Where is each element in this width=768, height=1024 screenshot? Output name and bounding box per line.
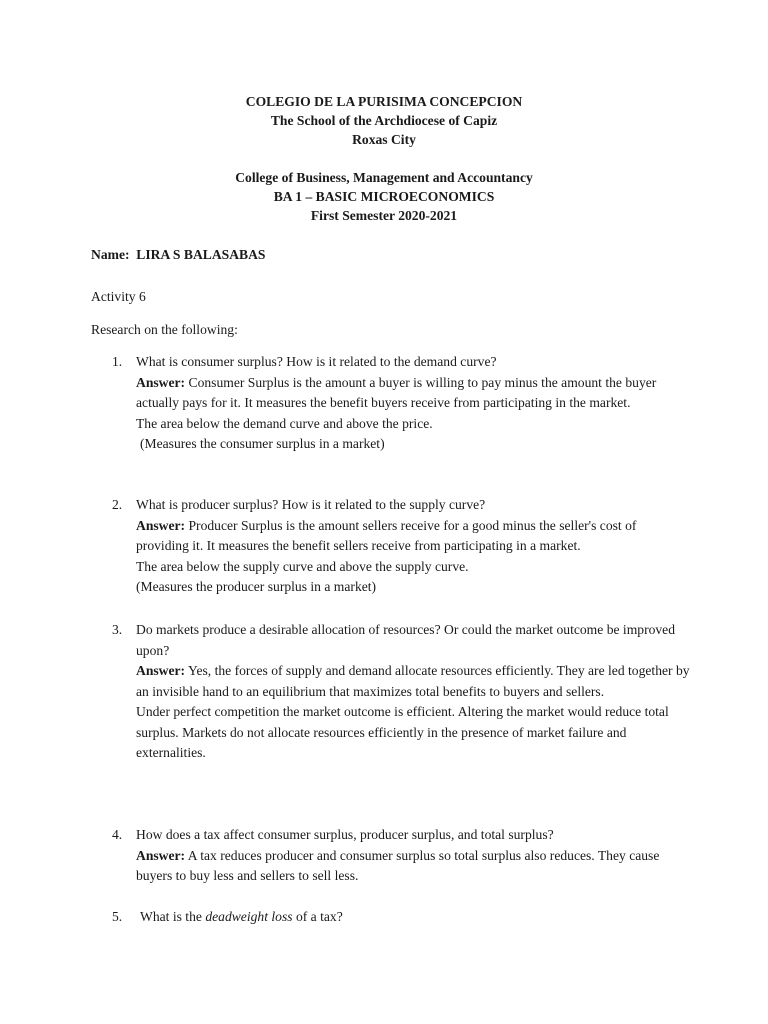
question-item — [112, 620, 692, 764]
answer-extra: (Measures the consumer surplus in a market) — [140, 436, 385, 451]
question-number: 2. — [112, 497, 123, 512]
question-item — [112, 495, 692, 598]
question-item — [112, 907, 692, 928]
answer-text: Producer Surplus is the amount sellers receive for a good minus the seller's cost of providing it. It measures the benefit sellers receive from participating in a market. — [136, 517, 637, 553]
question-text: How does a tax affect consumer surplus, producer surplus, and total surplus? — [136, 827, 554, 842]
question-text: Do markets produce a desirable allocation of resources? Or could the market outcome be improved upon? — [136, 622, 676, 658]
question-item — [112, 352, 692, 455]
answer-block — [136, 373, 692, 414]
student-name: LIRA S BALASABAS — [136, 247, 266, 262]
question-item — [112, 825, 692, 887]
question-text-part: of a tax? — [292, 909, 343, 924]
answer-label: Answer: — [136, 374, 186, 390]
department-name: College of Business, Management and Accountancy — [235, 170, 533, 185]
answer-label: Answer: — [136, 517, 186, 533]
activity-title: Activity 6 — [91, 289, 146, 304]
answer-block — [136, 846, 692, 887]
question-number: 3. — [112, 622, 123, 637]
question-number: 5. — [112, 909, 123, 924]
semester-label: First Semester 2020-2021 — [310, 208, 458, 223]
question-emphasis: deadweight loss — [205, 909, 293, 924]
student-name-line — [91, 245, 265, 265]
course-title: BA 1 – BASIC MICROECONOMICS — [273, 189, 495, 204]
question-text — [136, 907, 692, 928]
city-name: Roxas City — [352, 132, 416, 147]
question-text: What is producer surplus? How is it related to the supply curve? — [136, 497, 486, 512]
answer-text: Consumer Surplus is the amount a buyer is willing to pay minus the amount the buyer actually pays for it. It measures the benefit buyers receive from participating in the market. — [136, 374, 657, 410]
instruction-text: Research on the following: — [91, 322, 238, 337]
answer-extra: The area below the supply curve and above the supply curve. — [136, 558, 469, 574]
answer-extra: (Measures the producer surplus in a market) — [136, 579, 377, 594]
answer-text: Yes, the forces of supply and demand allocate resources efficiently. They are led together by an invisible hand to an equilibrium that maximizes total benefits to buyers and sellers. — [136, 663, 690, 699]
question-number: 4. — [112, 827, 123, 842]
question-text-part: What is the — [140, 909, 206, 924]
question-number: 1. — [112, 354, 123, 369]
answer-extra: The area below the demand curve and above the price. — [136, 415, 433, 431]
college-name: COLEGIO DE LA PURISIMA CONCEPCION — [245, 94, 523, 109]
name-label: Name: — [91, 247, 130, 262]
answer-text: A tax reduces producer and consumer surplus so total surplus also reduces. They cause buyers to buy less and sellers to sell less. — [136, 847, 660, 883]
answer-block — [136, 516, 692, 557]
answer-block — [136, 661, 692, 702]
answer-label: Answer: — [136, 847, 186, 863]
answer-label: Answer: — [136, 663, 186, 678]
question-text: What is consumer surplus? How is it related to the demand curve? — [136, 354, 497, 369]
answer-extra: Under perfect competition the market outcome is efficient. Altering the market would reduce total surplus. Markets do not allocate resources efficiently in the presence of market failure and externalities. — [136, 704, 669, 760]
school-subtitle: The School of the Archdiocese of Capiz — [270, 113, 498, 128]
